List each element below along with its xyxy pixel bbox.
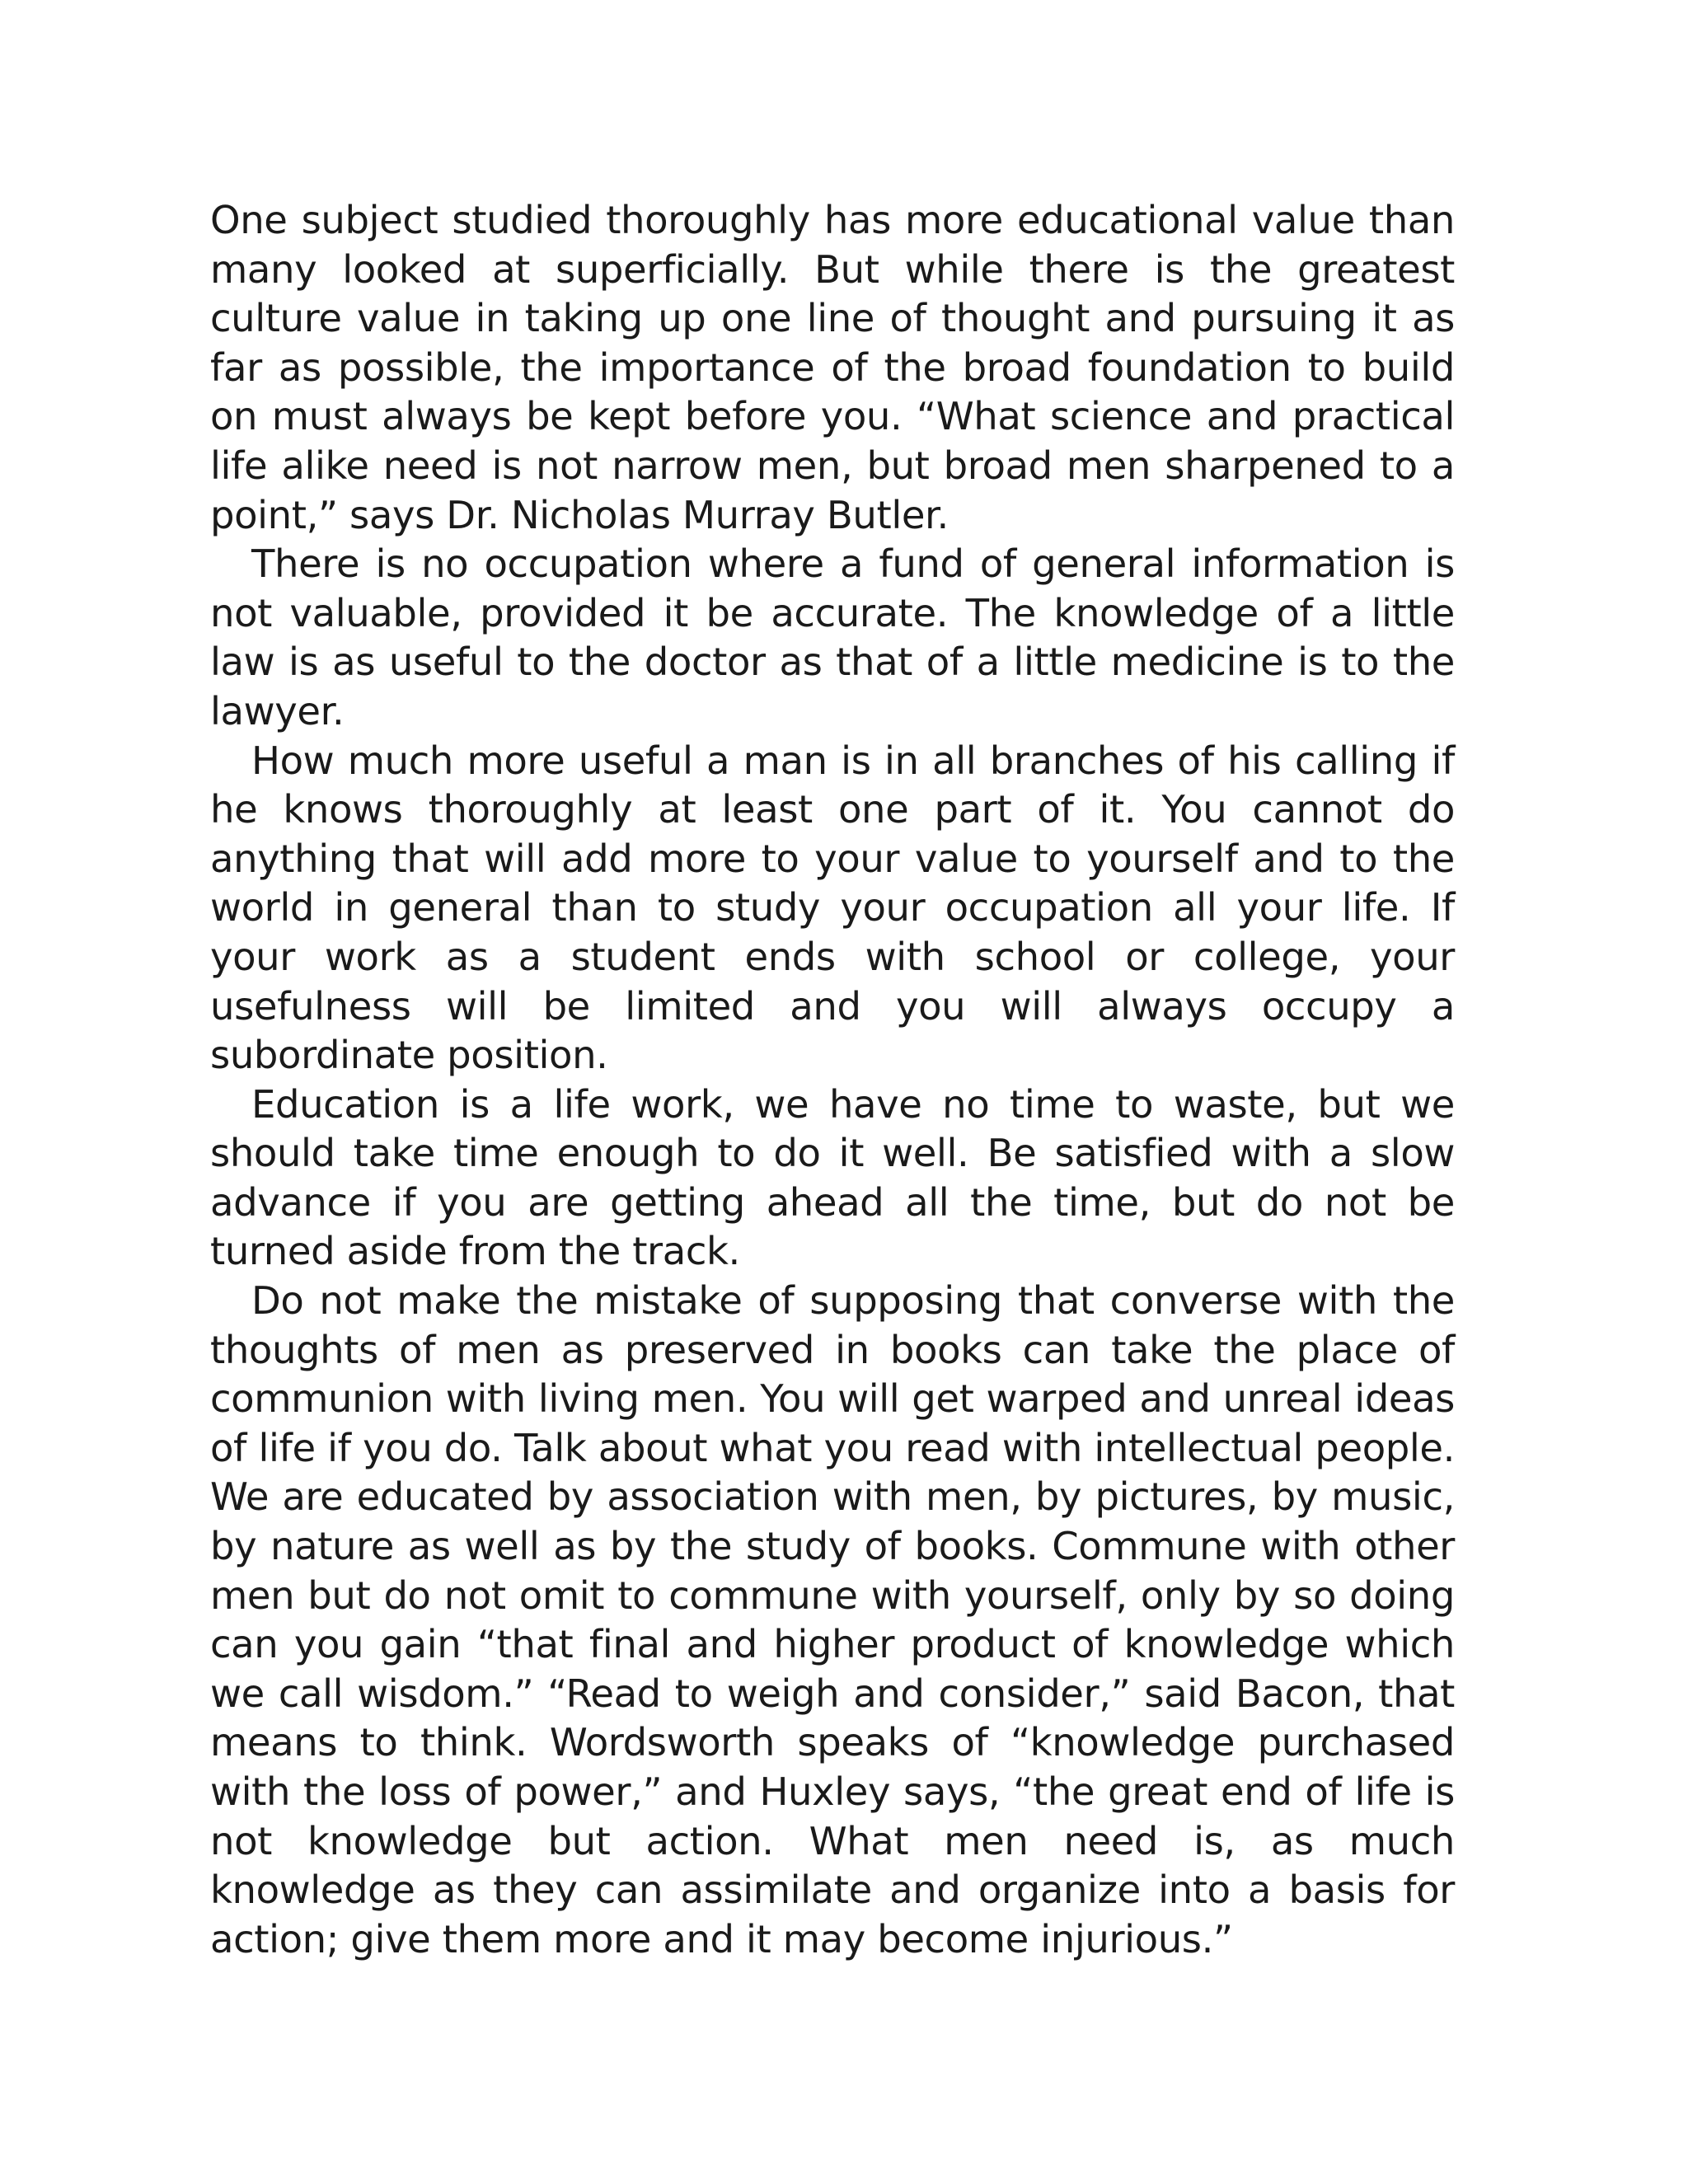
- paragraph-2: There is no occupation where a fund of general information is not valuable, provided it be accurate. The knowledge of a little law is as useful to the doctor as that of a little medicine is to the lawyer.: [210, 541, 1455, 733]
- paragraph-4: Education is a life work, we have no time to waste, but we should take time enough to do it well. Be satisfied with a slow advance if you are getting ahead all the time, but do not be turned aside from the track.: [210, 1081, 1455, 1274]
- body-text: [210, 196, 1455, 1964]
- paragraph-3: How much more useful a man is in all branches of his calling if he knows thoroughly at least one part of it. You cannot do anything that will add more to your value to yourself and to the world in general than to study your occupation all your life. If your work as a student ends with school or college, your usefulness will be limited and you will always occupy a subordinate position.: [210, 738, 1455, 1078]
- paragraph-5: Do not make the mistake of supposing that converse with the thoughts of men as preserved in books can take the place of communion with living men. You will get warped and unreal ideas of life if you do. Talk about what you read with intellectual people. We are educated by association with men, by pictures, by music, by nature as well as by the study of books. Commune with other men but do not omit to commune with yourself, only by so doing can you gain “that final and higher product of knowledge which we call wisdom.” “Read to weigh and consider,” said Bacon, that means to think. Wordsworth speaks of “knowledge purchased with the loss of power,” and Huxley says, “the great end of life is not knowledge but action. What men need is, as much knowledge as they can assimilate and organize into a basis for action; give them more and it may become injurious.”: [210, 1278, 1455, 1961]
- paragraph-1: One subject studied thoroughly has more educational value than many looked at superficially. But while there is the greatest culture value in taking up one line of thought and pursuing it as far as possible, the importance of the broad foundation to build on must always be kept before you. “What science and practical life alike need is not narrow men, but broad men sharpened to a point,” says Dr. Nicholas Murray Butler.: [210, 198, 1455, 537]
